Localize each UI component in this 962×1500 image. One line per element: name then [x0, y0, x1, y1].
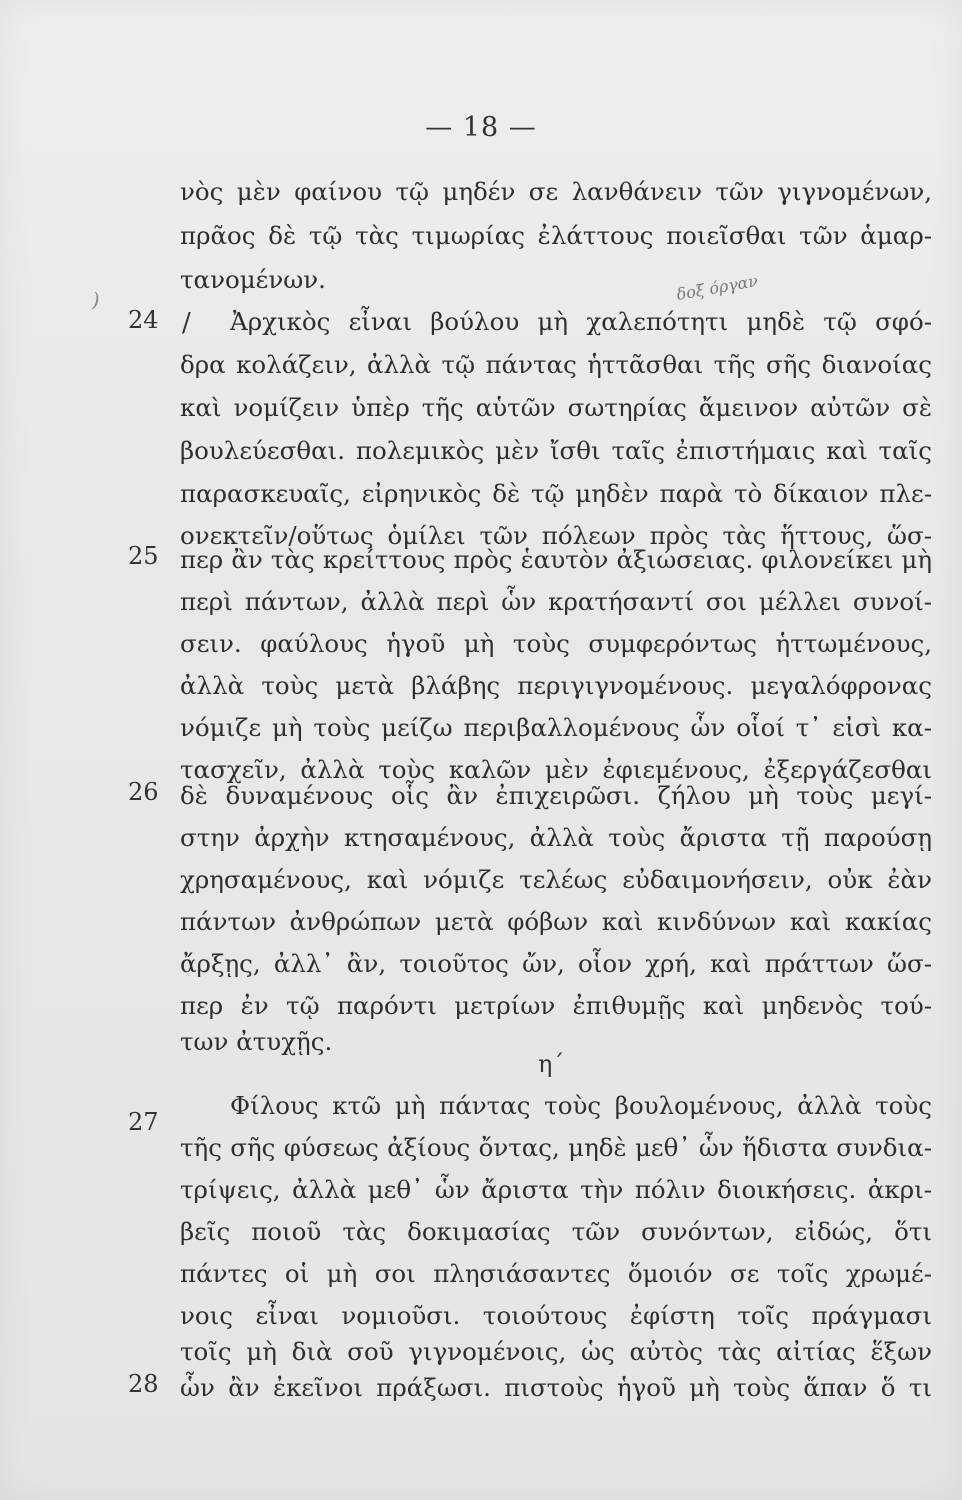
text-line: των ἀτυχῇς. [180, 1027, 333, 1056]
text-line: ἄρξῃς, ἀλλ᾽ ἂν, τοιοῦτος ὤν, οἷον χρή, καὶ πράττων ὥσ- [180, 949, 932, 978]
section-mark: η΄ [538, 1050, 565, 1078]
text-line: βεῖς ποιοῦ τὰς δοκιμασίας τῶν συνόντων, εἰδώς, ὅτι [180, 1217, 932, 1246]
text-line: δρα κολάζειν, ἀλλὰ τῷ πάντας ἡττᾶσθαι τῆς σῆς διανοίας [180, 350, 932, 379]
text-line: νοις εἶναι νομιοῦσι. τοιούτους ἐφίστη τοῖς πράγμασι [180, 1301, 932, 1330]
text-line: νόμιζε μὴ τοὺς μείζω περιβαλλομένους ὧν οἷοί τ᾽ εἰσὶ κα- [180, 713, 932, 742]
text-line: σειν. φαύλους ἡγοῦ μὴ τοὺς συμφερόντως ἡττωμένους, [180, 629, 932, 658]
text-line: τοῖς μὴ διὰ σοῦ γιγνομένοις, ὡς αὐτὸς τὰς αἰτίας ἕξων [180, 1337, 932, 1366]
text-line: πάντων ἀνθρώπων μετὰ φόβων καὶ κινδύνων καὶ κακίας [180, 907, 932, 936]
text-line: ονεκτεῖν/οὕτως ὁμίλει τῶν πόλεων πρὸς τὰς ἥττους, ὥσ- [180, 521, 932, 550]
pencil-annotation: δοξ όργαν [674, 270, 760, 305]
text-line: καὶ νομίζειν ὑπὲρ τῆς αὑτῶν σωτηρίας ἄμεινον αὐτῶν σὲ [180, 393, 932, 422]
text-line: περ ἐν τῷ παρόντι μετρίων ἐπιθυμῇς καὶ μηδενὸς τού- [180, 991, 932, 1020]
text-line: πάντες οἱ μὴ σοι πλησιάσαντες ὅμοιόν σε τοῖς χρωμέ- [180, 1259, 932, 1288]
verse-number: 27 [128, 1108, 159, 1136]
text-line: τῆς σῆς φύσεως ἀξίους ὄντας, μηδὲ μεθ᾽ ὧν ἥδιστα συνδια- [180, 1133, 932, 1162]
text-line: τασχεῖν, ἀλλὰ τοὺς καλῶν μὲν ἐφιεμένους, ἐξεργάζεσθαι [180, 755, 932, 784]
verse-number: 28 [128, 1370, 159, 1398]
text-line: τανομένων. [180, 265, 326, 294]
text-line: δὲ δυναμένους οἷς ἂν ἐπιχειρῶσι. ζήλου μὴ τοὺς μεγί- [180, 781, 932, 810]
text-line: τρίψεις, ἀλλὰ μεθ᾽ ὧν ἄριστα τὴν πόλιν διοικήσεις. ἀκρι- [180, 1175, 932, 1204]
text-line: Ἀρχικὸς εἶναι βούλου μὴ χαλεπότητι μηδὲ τῷ σφό- [230, 307, 932, 336]
page-number: — 18 — [425, 112, 537, 143]
text-line: παρασκευαῖς, εἰρηνικὸς δὲ τῷ μηδὲν παρὰ τὸ δίκαιον πλε- [180, 479, 932, 508]
text-line: στην ἀρχὴν κτησαμένους, ἀλλὰ τοὺς ἄριστα τῇ παρούσῃ [180, 823, 932, 852]
text-line: βουλεύεσθαι. πολεμικὸς μὲν ἴσθι ταῖς ἐπιστήμαις καὶ ταῖς [180, 436, 932, 465]
verse-number: 25 [128, 542, 159, 570]
margin-pencil-tick: ) [89, 287, 103, 313]
text-line: ἀλλὰ τοὺς μετὰ βλάβης περιγιγνομένους. μεγαλόφρονας [180, 671, 932, 700]
text-line: χρησαμένους, καὶ νόμιζε τελέως εὐδαιμονήσειν, οὐκ ἐὰν [180, 865, 932, 894]
verse-number: 26 [128, 778, 159, 806]
text-line: Φίλους κτῶ μὴ πάντας τοὺς βουλομένους, ἀλλὰ τοὺς [230, 1091, 932, 1120]
text-line: πρᾶος δὲ τῷ τὰς τιμωρίας ἐλάττους ποιεῖσθαι τῶν ἁμαρ- [180, 221, 932, 250]
margin-slash-mark: / [182, 308, 191, 338]
text-line: νὸς μὲν φαίνου τῷ μηδέν σε λανθάνειν τῶν γιγνομένων, [180, 177, 932, 206]
text-line: περ ἂν τὰς κρείττους πρὸς ἑαυτὸν ἀξιώσειας. φιλονείκει μὴ [180, 545, 932, 574]
text-line: ὧν ἂν ἐκεῖνοι πράξωσι. πιστοὺς ἡγοῦ μὴ τοὺς ἅπαν ὅ τι [180, 1373, 932, 1402]
text-line: περὶ πάντων, ἀλλὰ περὶ ὧν κρατήσαντί σοι μέλλει συνοί- [180, 587, 932, 616]
verse-number: 24 [128, 306, 159, 334]
